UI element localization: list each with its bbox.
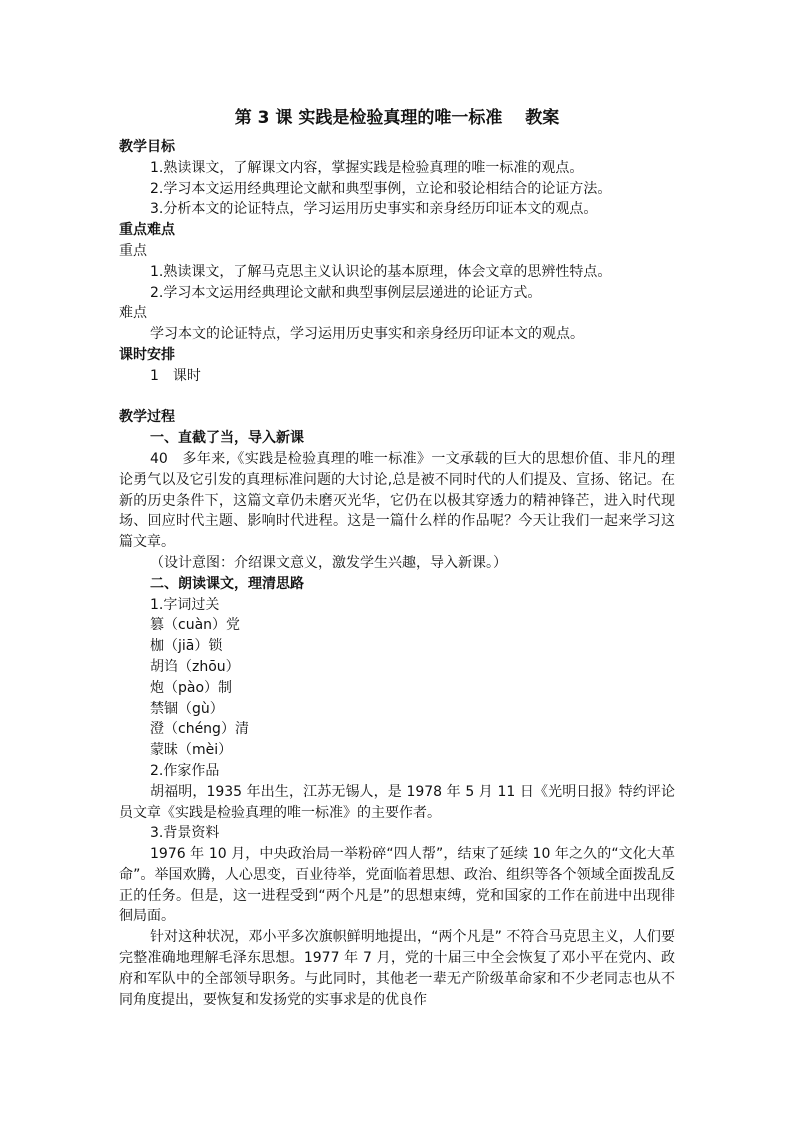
vocab-item: 蒙昧（mèi） [150, 742, 233, 759]
vocab-item: 枷（jiā）锁 [150, 638, 223, 655]
goal-item: 3.分析本文的论证特点，学习运用历史事实和亲身经历印证本文的观点。 [150, 201, 598, 218]
subsection-title: 二、朗读课文，理清思路 [150, 575, 304, 592]
document-body [119, 103, 675, 1010]
section-heading-goals: 教学目标 [119, 139, 175, 155]
key-item: 1.熟读课文，了解马克思主义认识论的基本原理，体会文章的思辨性特点。 [150, 263, 612, 280]
design-note: （设计意图：介绍课文意义，激发学生兴趣，导入新课。） [150, 554, 507, 571]
vocab-item: 胡诌（zhōu） [150, 658, 240, 675]
key-label: 重点 [119, 242, 147, 259]
section-heading-key-points: 重点难点 [119, 222, 175, 239]
background-title: 3.背景资料 [150, 825, 220, 842]
goal-item: 2.学习本文运用经典理论文献和典型事例，立论和驳论相结合的论证方法。 [150, 180, 612, 197]
difficulty-label: 难点 [119, 305, 147, 322]
vocab-item: 篡（cuàn）党 [150, 617, 241, 634]
vocab-item: 炮（pào）制 [150, 679, 233, 696]
author-title: 2.作家作品 [150, 762, 220, 779]
vocab-title: 1.字词过关 [150, 596, 220, 613]
section-heading-schedule: 课时安排 [119, 346, 175, 363]
section-heading-process: 教学过程 [119, 409, 175, 426]
intro-paragraph: 40 多年来,《实践是检验真理的唯一标准》一文承载的巨大的思想价值、非凡的理论勇气以及它引发的真理标准问题的大讨论,总是被不同时代的人们提及、宣扬、铭记。在新的历史条件下，这篇文章仍未磨灭光华，它仍在以极其穿透力的精神锋芒，进入时代现场、回应时代主题、影响时代进程。这是一篇什么样的作品呢？今天让我们一起来学习这篇文章。 [119, 450, 675, 551]
vocab-item: 澄（chéng）清 [150, 721, 249, 738]
difficulty-item: 学习本文的论证特点，学习运用历史事实和亲身经历印证本文的观点。 [150, 326, 584, 343]
key-item: 2.学习本文运用经典理论文献和典型事例层层递进的论证方式。 [150, 284, 542, 301]
schedule-value: 1 课时 [150, 367, 201, 384]
subsection-title: 一、直截了当，导入新课 [150, 430, 304, 447]
background-paragraph: 针对这种状况，邓小平多次旗帜鲜明地提出，“两个凡是” 不符合马克思主义，人们要完整准确地理解毛泽东思想。1977 年 7 月，党的十届三中全会恢复了邓小平在党内、政府和军队中的全部领导职务。与此同时，其他老一辈无产阶级革命家和不少老同志也从不同角度提出，要恢复和发扬党的实事求是的优良作 [119, 929, 675, 1008]
background-paragraph: 1976 年 10 月，中央政治局一举粉碎“四人帮”，结束了延续 10 年之久的“文化大革命”。举国欢腾，人心思变，百业待举，党面临着思想、政治、组织等各个领域全面拨乱反正的任务。但是，这一进程受到“两个凡是”的思想束缚，党和国家的工作在前进中出现徘徊局面。 [119, 846, 675, 925]
goal-item: 1.熟读课文，了解课文内容，掌握实践是检验真理的唯一标准的观点。 [150, 159, 584, 176]
page-title: 第 3 课 实践是检验真理的唯一标准 教案 [234, 108, 560, 128]
vocab-item: 禁锢（gù） [150, 700, 224, 717]
spacer [119, 387, 675, 408]
author-paragraph: 胡福明，1935 年出生，江苏无锡人，是 1978 年 5 月 11 日《光明日报》特约评论员文章《实践是检验真理的唯一标准》的主要作者。 [119, 783, 675, 821]
